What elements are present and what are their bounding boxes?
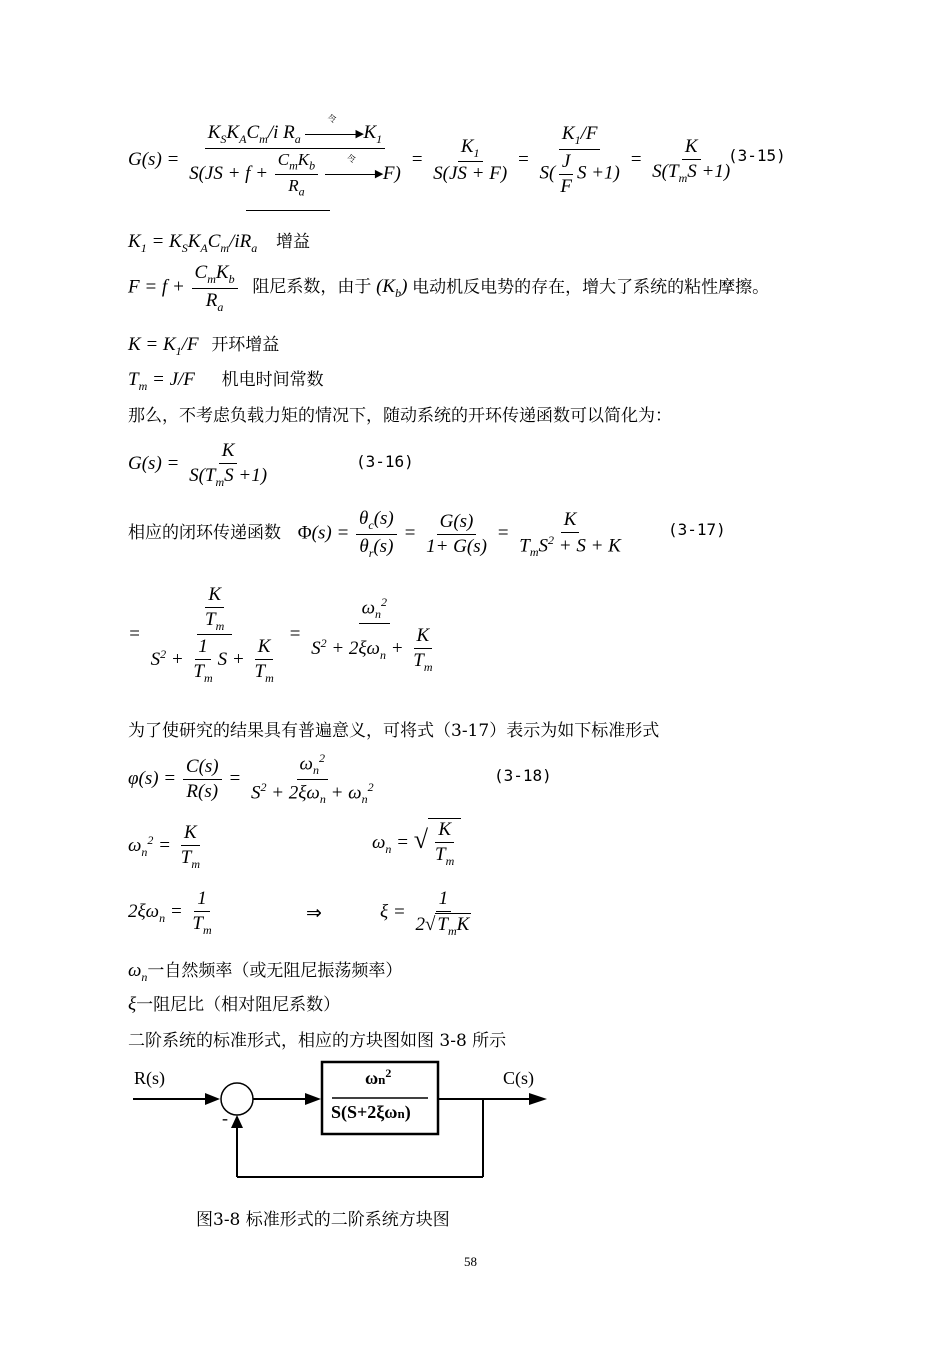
eq-3-17: 相应的闭环传递函数 Φ(s) = $\frac{\theta_c(s)}{\theta_r(s)}$ = $\frac{G(s)}{1+ G(s)}$ = $\frac{K}{T_mS^2 + S + K}$ — [128, 508, 621, 560]
eq-3-16-number: (3-16) — [356, 452, 414, 471]
block-diagram — [125, 1060, 565, 1190]
eq-3-18-number: (3-18) — [494, 766, 552, 785]
eq-2xi-wn: $2\xi\omega_n$ = $\frac{1}{T_m}$ — [128, 888, 212, 937]
paragraph-2: 为了使研究的结果具有普遍意义，可将式（3-17）表示为如下标准形式 — [128, 721, 660, 741]
eq-3-15-frac1: $K_SK_AC_m/i$ $R_a$ 令 ▶ $K_1$ S(JS + f + $\frac{C_mK_b}{R_a}$ 令 ▶ F) — [189, 114, 401, 199]
eq-3-15-frac2: $\frac{K_1}{S(JS + F)}$ — [433, 135, 508, 185]
input-arrowhead — [205, 1093, 220, 1105]
block-numerator: $\omega n^2$ — [365, 1066, 392, 1088]
minus-sign: - — [222, 1108, 228, 1128]
def-k1: $K_1 = K_SK_AC_m/iR_a$ 增益 — [128, 231, 310, 255]
eq-3-17-number: (3-17) — [668, 520, 726, 539]
def-tm: $T_m = J/F$ 机电时间常数 — [128, 369, 324, 393]
def-xi: ξ一阻尼比（相对阻尼系数） — [128, 994, 341, 1015]
input-label: R(s) — [134, 1068, 165, 1088]
eq-3-15-underline — [246, 210, 330, 211]
eq-3-15-frac4: $\frac{K}{S(T_mS +1)}$ — [652, 135, 731, 185]
output-label: C(s) — [503, 1068, 534, 1088]
eq-wn-squared: $\omega_n^2$ = $\frac{K}{T_m}$ — [128, 822, 200, 871]
arrow-ling: 令 ▶ — [305, 125, 363, 143]
eq-3-15-number: (3-15) — [728, 146, 786, 165]
page-number: 58 — [464, 1254, 477, 1269]
eq-wn: $\omega_n$ = √ $\frac{K}{T_m}$ — [372, 818, 461, 868]
paragraph-1: 那么，不考虑负载力矩的情况下，随动系统的开环传递函数可以简化为： — [128, 406, 672, 426]
def-wn: $\omega_n$一自然频率（或无阻尼振荡频率） — [128, 960, 403, 984]
eq-3-17b: = $\frac{K}{T_m}$ $S^2$ + $\frac{1}{T_m}$ S + $\frac{K}{T_m}$ = $\omega_n^2$ $S^2 + 2\xi\omega_n$ + $\frac{K}{T_m}$ — [128, 584, 433, 686]
eq-xi: ξ = $\frac{1}{2√ T_mK}$ — [380, 888, 470, 938]
block-diagram-svg — [125, 1060, 565, 1190]
eq-3-15-lhs: G(s) = — [128, 148, 180, 170]
eq-3-16: G(s) = $\frac{K}{S(T_mS +1)}$ — [128, 440, 268, 489]
feedback-arrowhead — [231, 1115, 243, 1128]
eq-3-15-frac3: $K_1/F$ S( $\frac{J}{F}$ S +1) — [539, 123, 620, 197]
def-f: F = f + $\frac{C_mK_b}{R_a}$ 阻尼系数，由于 $(K_b)$ 电动机反电势的存在，增大了系统的粘性摩擦。 — [128, 262, 770, 314]
def-k: $K = K_1/F$ 开环增益 — [128, 334, 280, 358]
implies-arrow: ⇒ — [306, 903, 322, 924]
paragraph-3: 二阶系统的标准形式，相应的方块图如图 3-8 所示 — [128, 1031, 507, 1051]
eq-3-18: φ(s) = $\frac{C(s)}{R(s)}$ = $\frac{\omega_n^2}{S^2 + 2\xi\omega_n + \omega_n^2}$ — [128, 751, 374, 807]
block-arrowhead — [305, 1093, 321, 1105]
eq-3-15: G(s) = $K_SK_AC_m/i$ $R_a$ 令 ▶ $K_1$ S(JS + f + $\frac{C_mK_b}{R_a}$ 令 ▶ F) = $\frac{K_1}{S(JS + F)}$ = $K_1/F$ S( $\frac{J}{F}$ S +1) = $\frac{K}{S(T_mS +1)}$ — [128, 122, 735, 199]
output-arrowhead — [529, 1093, 547, 1105]
figure-caption: 图3-8 标准形式的二阶系统方块图 — [196, 1210, 450, 1230]
block-denominator: S(S+2ξωn) — [331, 1102, 411, 1122]
def-k1-desc: 增益 — [276, 232, 310, 252]
